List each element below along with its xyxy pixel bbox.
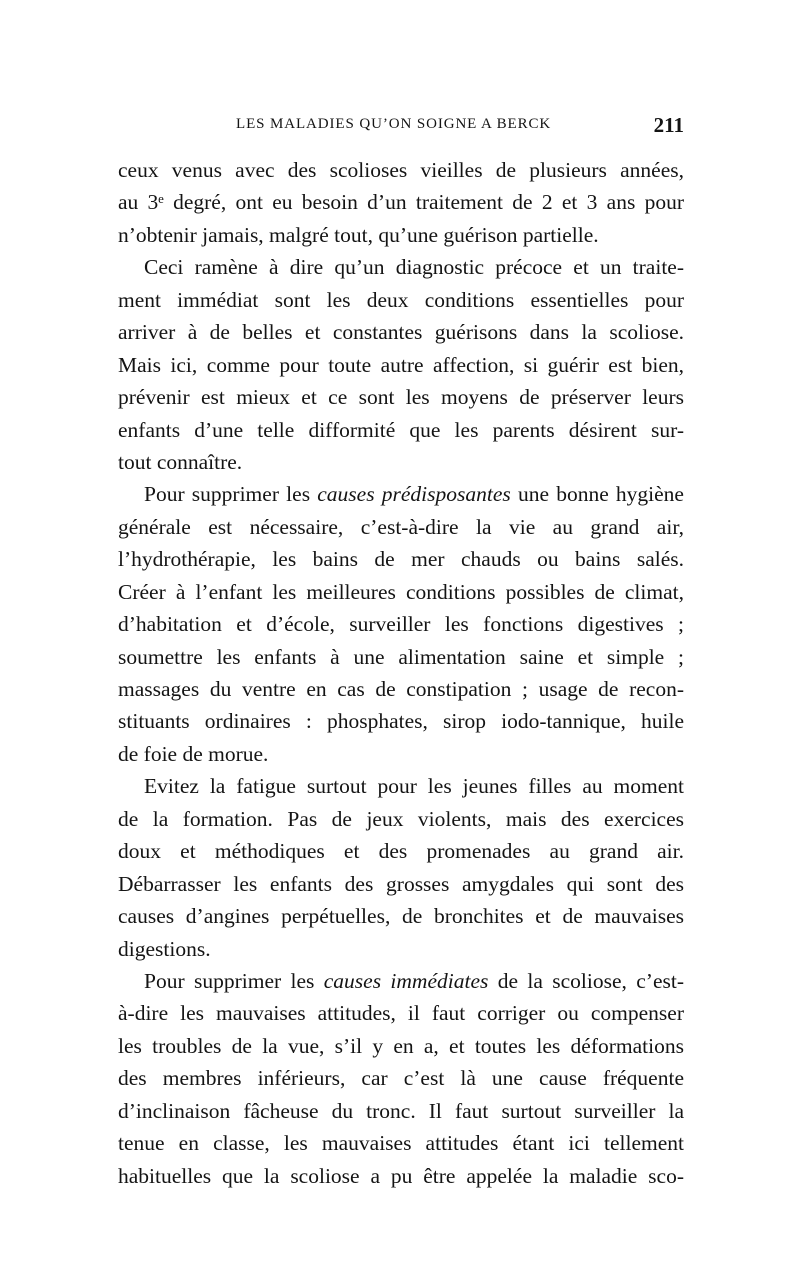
text-line: digestions. bbox=[118, 936, 211, 961]
text-line bbox=[118, 478, 684, 510]
text-line: l’hydrothérapie, les bains de mer chauds ou bains salés. bbox=[118, 547, 684, 572]
text-line: d’habitation et d’école, surveiller les fonctions digestives ; bbox=[118, 612, 684, 637]
text-line: Mais ici, comme pour toute autre affection, si guérir est bien, bbox=[118, 352, 684, 377]
text-line: habituelles que la scoliose a pu être appelée la maladie sco- bbox=[118, 1163, 684, 1188]
text-line: de foie de morue. bbox=[118, 741, 269, 766]
text-segment: Pour supprimer les bbox=[144, 482, 318, 507]
text-line: Evitez la fatigue surtout pour les jeunes filles au moment bbox=[144, 774, 684, 799]
text-line: prévenir est mieux et ce sont les moyens de préserver leurs bbox=[118, 385, 684, 410]
text-line: d’inclinaison fâcheuse du tronc. Il faut surtout surveiller la bbox=[118, 1098, 684, 1123]
text-line: n’obtenir jamais, malgré tout, qu’une guérison partielle. bbox=[118, 222, 599, 247]
text-line: arriver à de belles et constantes guérisons dans la scoliose. bbox=[118, 320, 684, 345]
text-line: ment immédiat sont les deux conditions essentielles pour bbox=[118, 287, 684, 312]
text-line: Débarrasser les enfants des grosses amygdales qui sont des bbox=[118, 871, 684, 896]
page-number: 211 bbox=[653, 113, 684, 137]
text-line: des membres inférieurs, car c’est là une cause fréquente bbox=[118, 1066, 684, 1091]
text-line: Créer à l’enfant les meilleures conditions possibles de climat, bbox=[118, 579, 684, 604]
text-line: enfants d’une telle difformité que les parents désirent sur- bbox=[118, 417, 684, 442]
text-line: soumettre les enfants à une alimentation saine et simple ; bbox=[118, 644, 684, 669]
text-line: tenue en classe, les mauvaises attitudes étant ici tellement bbox=[118, 1131, 684, 1156]
text-line: de la formation. Pas de jeux violents, mais des exercices bbox=[118, 806, 684, 831]
running-head bbox=[118, 113, 684, 140]
text-line: stituants ordinaires : phosphates, sirop iodo-tannique, huile bbox=[118, 709, 684, 734]
text-line: générale est nécessaire, c’est-à-dire la vie au grand air, bbox=[118, 514, 684, 539]
text-segment: de la scoliose, c’est- bbox=[488, 968, 684, 993]
text-segment: une bonne hygiène bbox=[510, 482, 684, 507]
text-line: causes d’angines perpétuelles, de bronchites et de mauvaises bbox=[118, 904, 684, 929]
text-line bbox=[118, 965, 684, 997]
text-line: les troubles de la vue, s’il y en a, et toutes les déformations bbox=[118, 1033, 684, 1058]
italic-term: causes immédiates bbox=[323, 968, 489, 993]
text-line: massages du ventre en cas de constipation ; usage de recon- bbox=[118, 677, 684, 701]
text-segment: Pour supprimer les bbox=[144, 968, 324, 993]
text-line: Ceci ramène à dire qu’un diagnostic précoce et un traite- bbox=[144, 255, 684, 280]
text-line: ceux venus avec des scolioses vieilles de plusieurs années, bbox=[118, 158, 684, 182]
running-title: LES MALADIES QU’ON SOIGNE A BERCK bbox=[236, 116, 552, 132]
italic-term: causes prédisposantes bbox=[317, 482, 511, 507]
body-text bbox=[118, 154, 684, 1192]
text-line: au 3ᵉ degré, ont eu besoin d’un traitement de 2 et 3 ans pour bbox=[118, 190, 684, 215]
text-line: tout connaître. bbox=[118, 449, 243, 474]
text-line: à-dire les mauvaises attitudes, il faut corriger ou compenser bbox=[118, 1001, 684, 1026]
text-line: doux et méthodiques et des promenades au grand air. bbox=[118, 839, 684, 864]
